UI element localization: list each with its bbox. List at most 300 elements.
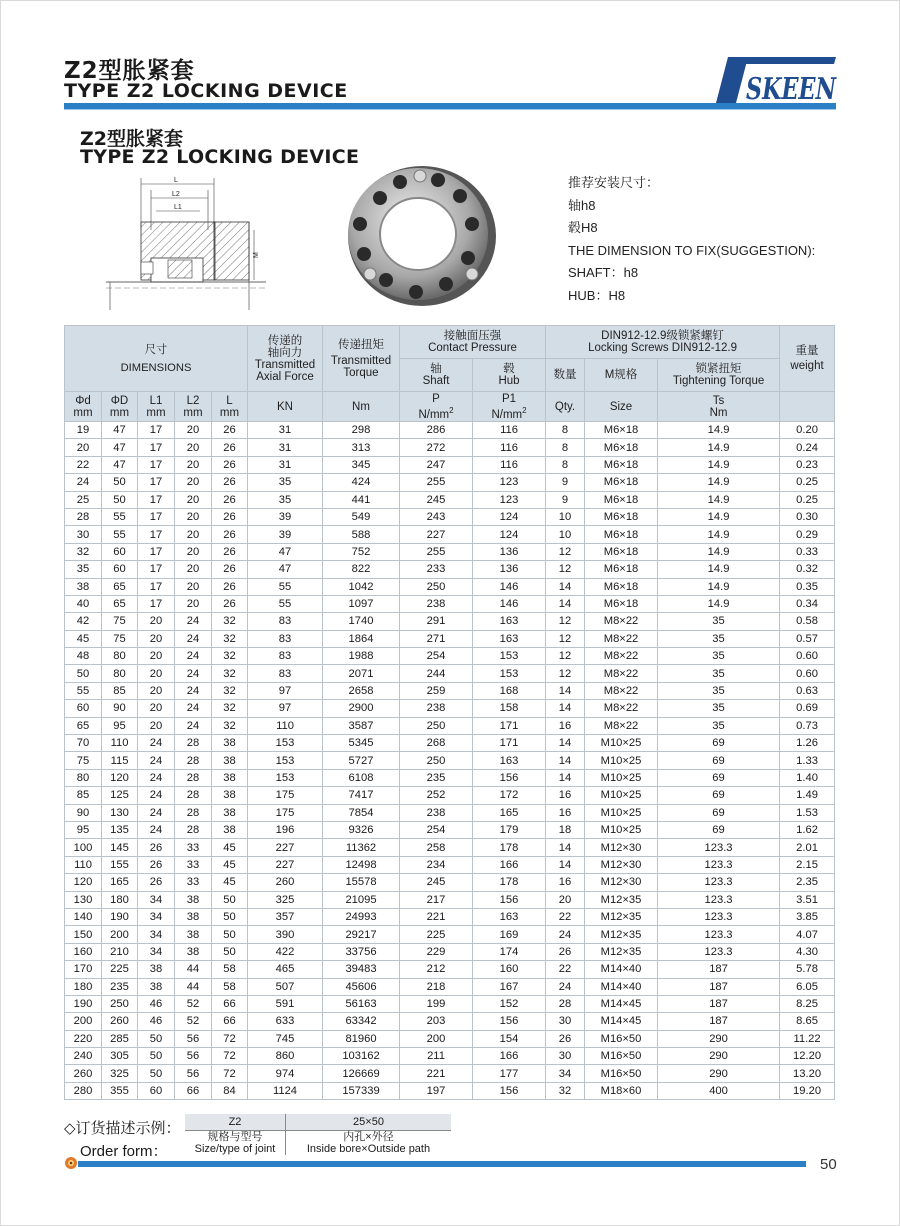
table-cell: 258 <box>400 839 473 856</box>
unit-qty: Qty. <box>546 392 585 422</box>
table-cell: 66 <box>212 995 248 1012</box>
table-cell: M6×18 <box>585 526 658 543</box>
table-row <box>65 508 835 525</box>
contact-pressure-header: 接触面压强 Contact Pressure <box>400 326 546 359</box>
table-cell: 110 <box>248 717 323 734</box>
table-cell: 17 <box>138 491 175 508</box>
table-cell: 40 <box>65 595 102 612</box>
table-cell: 69 <box>658 821 780 838</box>
table-cell: 70 <box>65 735 102 752</box>
table-cell: 60 <box>65 700 102 717</box>
table-cell: 35 <box>658 630 780 647</box>
svg-text:SKEEN: SKEEN <box>746 72 838 107</box>
table-cell: 422 <box>248 943 323 960</box>
table-cell: 255 <box>400 474 473 491</box>
table-cell: 45 <box>212 856 248 873</box>
table-row <box>65 1030 835 1047</box>
table-cell: 187 <box>658 961 780 978</box>
table-cell: 84 <box>212 1082 248 1099</box>
table-cell: 153 <box>473 665 546 682</box>
table-cell: 5.78 <box>780 961 835 978</box>
table-cell: 0.25 <box>780 474 835 491</box>
table-cell: 235 <box>400 769 473 786</box>
table-cell: 177 <box>473 1065 546 1082</box>
table-cell: 17 <box>138 474 175 491</box>
table-cell: 325 <box>102 1065 138 1082</box>
table-cell: 187 <box>658 1013 780 1030</box>
table-cell: 507 <box>248 978 323 995</box>
note-line: 轴h8 <box>568 197 596 213</box>
table-cell: 123.3 <box>658 926 780 943</box>
table-cell: 17 <box>138 526 175 543</box>
table-cell: 291 <box>400 613 473 630</box>
table-cell: 24 <box>175 648 212 665</box>
table-cell: 123.3 <box>658 839 780 856</box>
table-cell: 95 <box>65 821 102 838</box>
table-cell: 12 <box>546 630 585 647</box>
table-row <box>65 856 835 873</box>
table-cell: 1042 <box>323 578 400 595</box>
table-cell: 24 <box>138 735 175 752</box>
table-cell: 0.63 <box>780 682 835 699</box>
table-cell: 0.34 <box>780 595 835 612</box>
table-cell: 130 <box>65 891 102 908</box>
table-cell: 252 <box>400 787 473 804</box>
table-row <box>65 961 835 978</box>
table-cell: 26 <box>212 439 248 456</box>
table-cell: 355 <box>102 1082 138 1099</box>
table-cell: 50 <box>212 891 248 908</box>
table-cell: 254 <box>400 821 473 838</box>
table-cell: 227 <box>248 856 323 873</box>
table-cell: 227 <box>400 526 473 543</box>
table-cell: 200 <box>102 926 138 943</box>
table-cell: 3.85 <box>780 908 835 925</box>
table-cell: 0.58 <box>780 613 835 630</box>
table-cell: 2.15 <box>780 856 835 873</box>
table-cell: 199 <box>400 995 473 1012</box>
table-cell: 160 <box>65 943 102 960</box>
table-cell: 32 <box>212 613 248 630</box>
table-cell: 285 <box>102 1030 138 1047</box>
table-cell: 11362 <box>323 839 400 856</box>
table-cell: 56163 <box>323 995 400 1012</box>
table-cell: 255 <box>400 543 473 560</box>
table-cell: 19.20 <box>780 1082 835 1099</box>
table-cell: 187 <box>658 978 780 995</box>
table-cell: 50 <box>212 926 248 943</box>
table-cell: 20 <box>175 561 212 578</box>
table-cell: 60 <box>138 1082 175 1099</box>
table-cell: 14.9 <box>658 422 780 439</box>
table-cell: 5345 <box>323 735 400 752</box>
table-cell: 100 <box>65 839 102 856</box>
table-cell: 26 <box>212 422 248 439</box>
table-cell: 1864 <box>323 630 400 647</box>
table-cell: M8×22 <box>585 613 658 630</box>
table-cell: 38 <box>138 978 175 995</box>
table-cell: 50 <box>212 908 248 925</box>
table-cell: 14 <box>546 856 585 873</box>
table-cell: 35 <box>658 613 780 630</box>
table-cell: 211 <box>400 1048 473 1065</box>
table-cell: M14×45 <box>585 995 658 1012</box>
table-cell: 33 <box>175 856 212 873</box>
table-cell: 178 <box>473 874 546 891</box>
table-row <box>65 578 835 595</box>
header-rule-thin <box>64 109 836 110</box>
table-cell: 9 <box>546 491 585 508</box>
table-cell: 4.07 <box>780 926 835 943</box>
table-cell: 38 <box>175 943 212 960</box>
table-cell: 1.33 <box>780 752 835 769</box>
table-cell: 14 <box>546 700 585 717</box>
table-row <box>65 630 835 647</box>
table-row <box>65 543 835 560</box>
table-cell: 244 <box>400 665 473 682</box>
table-cell: 8.25 <box>780 995 835 1012</box>
table-cell: 97 <box>248 700 323 717</box>
table-cell: 974 <box>248 1065 323 1082</box>
table-cell: 20 <box>138 682 175 699</box>
table-cell: M6×18 <box>585 491 658 508</box>
table-cell: 238 <box>400 700 473 717</box>
table-cell: 170 <box>65 961 102 978</box>
table-cell: 20 <box>175 595 212 612</box>
table-cell: M10×25 <box>585 735 658 752</box>
table-cell: 588 <box>323 526 400 543</box>
table-cell: 35 <box>658 665 780 682</box>
table-cell: 26 <box>546 1030 585 1047</box>
table-cell: 52 <box>175 1013 212 1030</box>
table-cell: 200 <box>400 1030 473 1047</box>
unit-d: Φd mm <box>65 392 102 422</box>
table-cell: 35 <box>65 561 102 578</box>
table-cell: 166 <box>473 856 546 873</box>
table-cell: 69 <box>658 804 780 821</box>
gear-icon <box>64 1156 78 1170</box>
table-cell: 50 <box>102 474 138 491</box>
table-cell: 0.33 <box>780 543 835 560</box>
table-cell: 26 <box>212 526 248 543</box>
table-cell: M16×50 <box>585 1048 658 1065</box>
table-row <box>65 1082 835 1099</box>
table-cell: 42 <box>65 613 102 630</box>
table-cell: 165 <box>102 874 138 891</box>
table-cell: 17 <box>138 422 175 439</box>
table-cell: 34 <box>138 943 175 960</box>
table-cell: 286 <box>400 422 473 439</box>
table-cell: 116 <box>473 439 546 456</box>
table-cell: 752 <box>323 543 400 560</box>
table-cell: 271 <box>400 630 473 647</box>
table-cell: 549 <box>323 508 400 525</box>
table-cell: 17 <box>138 456 175 473</box>
table-cell: 20 <box>175 456 212 473</box>
svg-text:L2: L2 <box>172 191 180 198</box>
table-cell: 50 <box>138 1030 175 1047</box>
table-cell: 24 <box>65 474 102 491</box>
table-cell: 238 <box>400 804 473 821</box>
table-cell: 26 <box>212 474 248 491</box>
table-cell: 235 <box>102 978 138 995</box>
table-cell: 156 <box>473 891 546 908</box>
table-row <box>65 874 835 891</box>
table-cell: 38 <box>212 735 248 752</box>
table-cell: 8.65 <box>780 1013 835 1030</box>
table-row <box>65 682 835 699</box>
table-cell: 110 <box>102 735 138 752</box>
table-cell: M8×22 <box>585 717 658 734</box>
table-cell: 136 <box>473 543 546 560</box>
table-cell: 136 <box>473 561 546 578</box>
table-cell: 146 <box>473 595 546 612</box>
table-cell: 225 <box>102 961 138 978</box>
table-cell: 24 <box>546 926 585 943</box>
table-cell: 158 <box>473 700 546 717</box>
table-cell: 33 <box>175 839 212 856</box>
table-cell: 745 <box>248 1030 323 1047</box>
table-cell: 298 <box>323 422 400 439</box>
table-cell: 80 <box>102 648 138 665</box>
table-cell: 20 <box>175 508 212 525</box>
table-cell: 180 <box>102 891 138 908</box>
table-cell: 168 <box>473 682 546 699</box>
table-cell: 163 <box>473 613 546 630</box>
table-cell: M6×18 <box>585 422 658 439</box>
table-cell: 234 <box>400 856 473 873</box>
svg-text:L: L <box>174 177 178 184</box>
table-cell: 97 <box>248 682 323 699</box>
install-notes <box>568 172 815 307</box>
table-cell: 1.49 <box>780 787 835 804</box>
table-cell: 26 <box>212 508 248 525</box>
table-cell: 190 <box>65 995 102 1012</box>
table-cell: 245 <box>400 874 473 891</box>
svg-text:M: M <box>253 252 260 258</box>
table-cell: 31 <box>248 422 323 439</box>
table-cell: M14×40 <box>585 961 658 978</box>
table-cell: M6×18 <box>585 456 658 473</box>
unit-nm: Nm <box>323 392 400 422</box>
table-cell: M12×30 <box>585 874 658 891</box>
table-cell: 25 <box>65 491 102 508</box>
table-cell: 123.3 <box>658 856 780 873</box>
table-row <box>65 978 835 995</box>
table-cell: 20 <box>175 422 212 439</box>
table-row <box>65 613 835 630</box>
table-cell: 72 <box>212 1030 248 1047</box>
table-cell: 12 <box>546 561 585 578</box>
table-cell: 1740 <box>323 613 400 630</box>
table-cell: 218 <box>400 978 473 995</box>
table-cell: 14.9 <box>658 595 780 612</box>
table-cell: 32 <box>65 543 102 560</box>
note-line: SHAFT：h8 <box>568 265 639 280</box>
table-cell: 24 <box>175 700 212 717</box>
table-cell: 69 <box>658 787 780 804</box>
table-cell: 90 <box>102 700 138 717</box>
table-cell: 247 <box>400 456 473 473</box>
table-cell: 120 <box>102 769 138 786</box>
table-cell: 75 <box>65 752 102 769</box>
table-row <box>65 526 835 543</box>
table-cell: 26 <box>212 491 248 508</box>
table-cell: 14.9 <box>658 508 780 525</box>
table-cell: 217 <box>400 891 473 908</box>
table-cell: 8 <box>546 422 585 439</box>
table-cell: 80 <box>65 769 102 786</box>
table-cell: 1988 <box>323 648 400 665</box>
table-cell: 156 <box>473 1082 546 1099</box>
table-cell: 28 <box>175 821 212 838</box>
table-cell: 32 <box>212 665 248 682</box>
table-cell: 8 <box>546 439 585 456</box>
table-cell: 259 <box>400 682 473 699</box>
table-cell: 24 <box>175 630 212 647</box>
table-cell: 860 <box>248 1048 323 1065</box>
table-cell: 124 <box>473 508 546 525</box>
table-cell: 290 <box>658 1048 780 1065</box>
table-cell: 38 <box>212 804 248 821</box>
table-cell: 20 <box>138 613 175 630</box>
table-row <box>65 700 835 717</box>
table-cell: 0.60 <box>780 665 835 682</box>
table-cell: 0.35 <box>780 578 835 595</box>
table-cell: 95 <box>102 717 138 734</box>
table-cell: 0.24 <box>780 439 835 456</box>
table-cell: 156 <box>473 1013 546 1030</box>
table-cell: 123 <box>473 474 546 491</box>
table-cell: 66 <box>175 1082 212 1099</box>
table-cell: 2071 <box>323 665 400 682</box>
table-cell: 822 <box>323 561 400 578</box>
table-cell: 30 <box>65 526 102 543</box>
table-cell: 50 <box>138 1048 175 1065</box>
order-form-label-cn: ◇订货描述示例： <box>64 1119 181 1137</box>
table-cell: 45 <box>65 630 102 647</box>
table-cell: 174 <box>473 943 546 960</box>
table-cell: 140 <box>65 908 102 925</box>
table-cell: 47 <box>102 422 138 439</box>
table-cell: 17 <box>138 561 175 578</box>
table-cell: 19 <box>65 422 102 439</box>
table-cell: 305 <box>102 1048 138 1065</box>
table-cell: 233 <box>400 561 473 578</box>
table-row <box>65 474 835 491</box>
table-cell: 24 <box>138 804 175 821</box>
table-cell: 28 <box>546 995 585 1012</box>
table-cell: 44 <box>175 978 212 995</box>
table-row <box>65 995 835 1012</box>
table-cell: 24 <box>175 717 212 734</box>
table-cell: 35 <box>658 717 780 734</box>
table-cell: M16×50 <box>585 1030 658 1047</box>
table-cell: M10×25 <box>585 769 658 786</box>
table-cell: 14.9 <box>658 439 780 456</box>
table-cell: 150 <box>65 926 102 943</box>
table-cell: 424 <box>323 474 400 491</box>
hub-header: 毂 Hub <box>473 359 546 392</box>
table-cell: 3.51 <box>780 891 835 908</box>
table-cell: 5727 <box>323 752 400 769</box>
table-cell: 171 <box>473 717 546 734</box>
table-cell: 38 <box>138 961 175 978</box>
table-cell: 22 <box>546 961 585 978</box>
table-cell: 21095 <box>323 891 400 908</box>
section-title-en: TYPE Z2 LOCKING DEVICE <box>80 146 360 168</box>
table-cell: 124 <box>473 526 546 543</box>
table-row <box>65 1065 835 1082</box>
table-cell: 29217 <box>323 926 400 943</box>
table-cell: 163 <box>473 630 546 647</box>
table-cell: 152 <box>473 995 546 1012</box>
table-cell: 20 <box>65 439 102 456</box>
table-cell: 0.25 <box>780 491 835 508</box>
table-cell: M16×50 <box>585 1065 658 1082</box>
unit-ts: Ts Nm <box>658 392 780 422</box>
table-cell: 20 <box>138 630 175 647</box>
table-row <box>65 908 835 925</box>
table-cell: 156 <box>473 769 546 786</box>
table-cell: M14×40 <box>585 978 658 995</box>
table-cell: M6×18 <box>585 474 658 491</box>
table-cell: 75 <box>102 630 138 647</box>
table-cell: 28 <box>65 508 102 525</box>
table-cell: M6×18 <box>585 578 658 595</box>
table-cell: 26 <box>212 578 248 595</box>
table-cell: M10×25 <box>585 752 658 769</box>
table-cell: 32 <box>212 717 248 734</box>
table-cell: 17 <box>138 543 175 560</box>
weight-header: 重量 weight <box>780 326 835 392</box>
table-cell: 179 <box>473 821 546 838</box>
table-cell: 200 <box>65 1013 102 1030</box>
table-cell: 0.30 <box>780 508 835 525</box>
product-photo <box>340 162 505 312</box>
table-cell: 39 <box>248 526 323 543</box>
table-row <box>65 943 835 960</box>
table-cell: 145 <box>102 839 138 856</box>
table-row <box>65 1013 835 1030</box>
table-cell: 172 <box>473 787 546 804</box>
table-row <box>65 422 835 439</box>
qty-header: 数量 <box>546 359 585 392</box>
table-cell: 55 <box>248 578 323 595</box>
table-cell: 72 <box>212 1048 248 1065</box>
table-cell: 14 <box>546 578 585 595</box>
order-example-type: Z2 <box>185 1114 286 1131</box>
table-cell: 80 <box>102 665 138 682</box>
unit-size: Size <box>585 392 658 422</box>
dimensions-header: 尺寸 DIMENSIONS <box>65 326 248 392</box>
table-cell: 153 <box>248 769 323 786</box>
spec-table-body <box>65 422 835 1100</box>
table-cell: 48 <box>65 648 102 665</box>
table-cell: 47 <box>248 543 323 560</box>
table-cell: 39483 <box>323 961 400 978</box>
table-cell: 14.9 <box>658 474 780 491</box>
table-cell: 34 <box>546 1065 585 1082</box>
table-cell: M8×22 <box>585 665 658 682</box>
table-cell: 400 <box>658 1082 780 1099</box>
table-cell: 153 <box>248 752 323 769</box>
table-cell: 175 <box>248 787 323 804</box>
table-cell: M6×18 <box>585 508 658 525</box>
table-cell: 38 <box>212 752 248 769</box>
table-row <box>65 804 835 821</box>
table-cell: 38 <box>175 926 212 943</box>
